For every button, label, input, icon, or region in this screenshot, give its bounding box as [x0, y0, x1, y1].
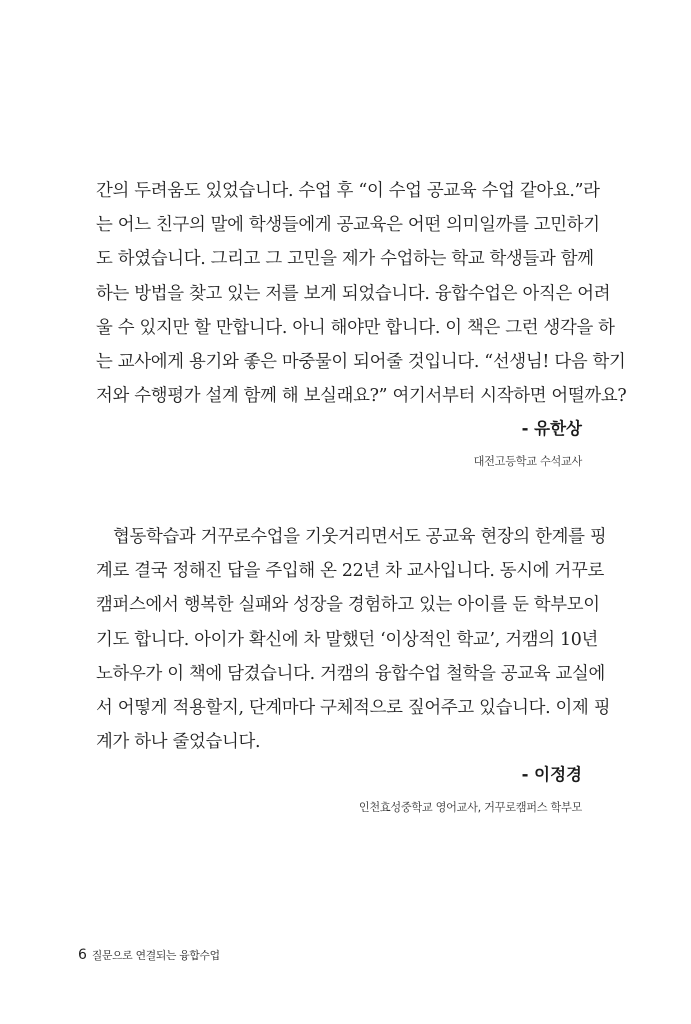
body-line: 는 교사에게 용기와 좋은 마중물이 되어줄 것입니다. “선생님! 다음 학기: [96, 351, 626, 372]
body-line: 계가 하나 줄었습니다.: [96, 732, 261, 753]
page-number: 6: [78, 947, 87, 963]
author-signature: - 이정경: [521, 765, 582, 785]
body-line: 캠퍼스에서 행복한 실패와 성장을 경험하고 있는 아이를 둔 학부모이: [96, 595, 600, 616]
running-footer-title: 질문으로 연결되는 융합수업: [91, 949, 220, 962]
author-affiliation: 인천효성중학교 영어교사, 거꾸로캠퍼스 학부모: [358, 801, 582, 815]
body-line: 계로 결국 정해진 답을 주입해 온 22년 차 교사입니다. 동시에 거꾸로: [96, 561, 605, 582]
body-line: 저와 수행평가 설계 함께 해 보실래요?” 여기서부터 시작하면 어떨까요?: [96, 386, 627, 407]
testimonial-1: [96, 174, 627, 469]
body-line: 울 수 있지만 할 만합니다. 아니 해야만 합니다. 이 책은 그런 생각을 하: [96, 317, 615, 338]
body-line: 간의 두려움도 있었습니다. 수업 후 “이 수업 공교육 수업 같아요.”라: [96, 181, 600, 201]
body-line: 협동학습과 거꾸로수업을 기웃거리면서도 공교육 현장의 한계를 핑: [113, 527, 607, 547]
body-line: 기도 합니다. 아이가 확신에 차 말했던 ‘이상적인 학교’, 거캠의 10년: [96, 629, 598, 650]
page-footer: [78, 944, 220, 963]
body-line: 서 어떻게 적용할지, 단계마다 구체적으로 짚어주고 있습니다. 이제 핑: [96, 697, 611, 718]
body-line: 는 어느 친구의 말에 학생들에게 공교육은 어떤 의미일까를 고민하기: [96, 215, 600, 236]
body-line: 노하우가 이 책에 담겼습니다. 거캠의 융합수업 철학을 공교육 교실에: [96, 663, 606, 684]
body-line: 도 하였습니다. 그리고 그 고민을 제가 수업하는 학교 학생들과 함께: [96, 249, 594, 270]
body-line: 하는 방법을 찾고 있는 저를 보게 되었습니다. 융합수업은 아직은 어려: [96, 283, 611, 304]
testimonial-2: [96, 520, 611, 815]
author-signature: - 유한상: [521, 419, 582, 439]
author-affiliation: 대전고등학교 수석교사: [473, 455, 582, 469]
